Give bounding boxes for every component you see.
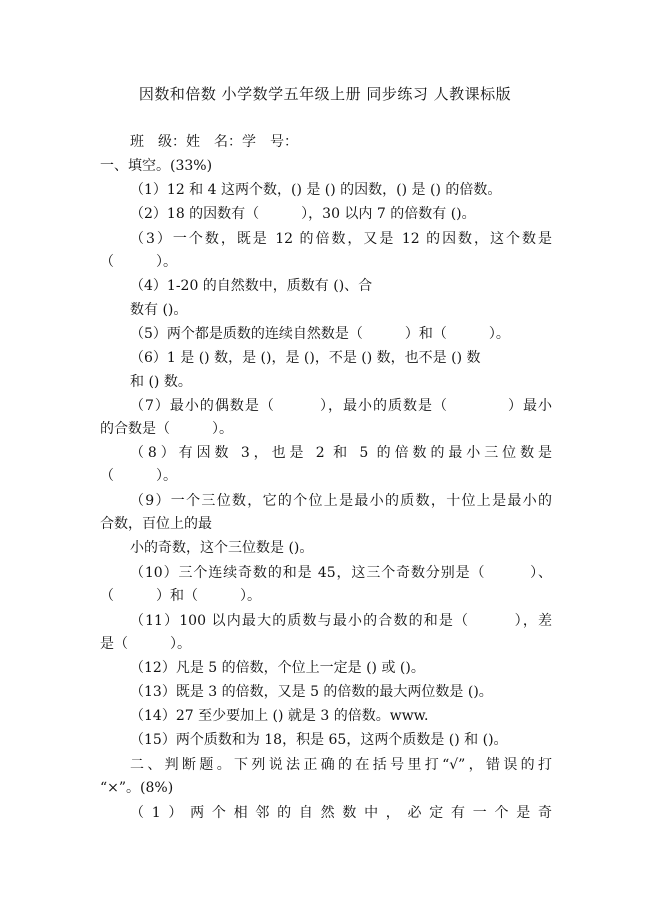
section2-heading-cont: “×”。(8%): [100, 780, 174, 796]
question-1-13: （13）既是 3 的倍数，又是 5 的倍数的最大两位数是 ()。: [130, 684, 493, 700]
question-1-4: （4）1-20 的自然数中，质数有 ()、合: [130, 278, 373, 294]
question-1-5: （5）两个都是质数的连续自然数是（ ）和（ ）。: [130, 326, 510, 342]
question-1-12: （12）凡是 5 的倍数，个位上一定是 () 或 ()。: [130, 660, 425, 676]
question-1-3: （3）一个数，既是 12 的倍数，又是 12 的因数，这个数是: [130, 231, 552, 247]
question-1-11: （11）100 以内最大的质数与最小的合数的和是（ ），差: [130, 613, 552, 629]
question-2-1: （1）两个相邻的自然数中，必定有一个是奇: [130, 805, 552, 821]
question-1-4-cont: 数有 ()。: [130, 302, 188, 318]
question-1-2: （2）18 的因数有（ ），30 以内 7 的倍数有 ()。: [130, 206, 476, 222]
question-1-7: （7）最小的偶数是（ ），最小的质数是（ ）最小: [130, 398, 552, 414]
question-1-9-cont2: 小的奇数，这个三位数是 ()。: [130, 540, 314, 556]
section1-heading: 一、填空。(33%): [100, 158, 213, 174]
question-1-3-cont: （ ）。: [100, 254, 177, 270]
question-1-1: （1）12 和 4 这两个数，() 是 () 的因数，() 是 () 的倍数。: [130, 182, 502, 198]
question-1-8: （8）有因数 3，也是 2 和 5 的倍数的最小三位数是: [130, 445, 552, 461]
question-1-6-cont: 和 () 数。: [130, 374, 192, 390]
question-1-6: （6）1 是 () 数，是 ()，是 ()，不是 () 数，也不是 () 数: [130, 350, 481, 366]
question-1-10-cont: （ ）和（ ）。: [100, 588, 261, 604]
question-1-14: （14）27 至少要加上 () 就是 3 的倍数。www.: [130, 708, 429, 724]
question-1-10: （10）三个连续奇数的和是 45，这三个奇数分别是（ ）、: [130, 565, 552, 581]
question-1-8-cont: （ ）。: [100, 468, 177, 484]
question-1-9: （9）一个三位数，它的个位上是最小的质数，十位上是最小的: [130, 493, 552, 509]
student-info-line: 班 级：姓 名：学 号：: [130, 134, 298, 150]
question-1-11-cont: 是（ ）。: [100, 636, 191, 652]
question-1-15: （15）两个质数和为 18，积是 65，这两个质数是 () 和 ()。: [130, 732, 508, 748]
document-title: 因数和倍数 小学数学五年级上册 同步练习 人教课标版: [138, 85, 512, 103]
question-1-9-cont: 合数，百位上的最: [100, 516, 212, 532]
section2-heading: 二、判断题。下列说法正确的在括号里打“√”，错误的打: [130, 757, 552, 773]
question-1-7-cont: 的合数是（ ）。: [100, 421, 233, 437]
